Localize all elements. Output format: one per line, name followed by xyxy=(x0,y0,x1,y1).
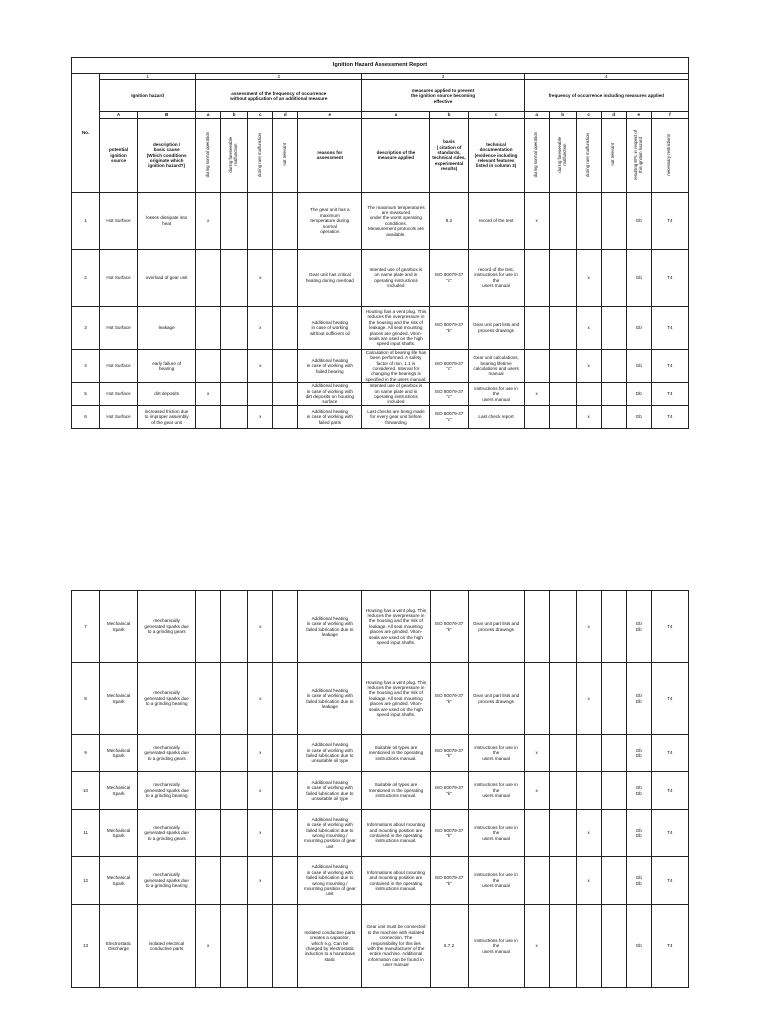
reason-cell: Isolated conductive parts creates a capacitor, which e.g. Can be charged by electrostatic induction to a hazardous static xyxy=(298,905,362,988)
epl-cell: Gb xyxy=(626,349,651,382)
ignition-source-cell: Mechanical Spark xyxy=(100,810,138,857)
group-title-final-frequency: frequency of occurrence including measures applied xyxy=(524,80,688,112)
letter-freq-a: a xyxy=(196,112,221,118)
header-final-normal: during normal operation xyxy=(524,118,549,192)
epl-cell: Gb xyxy=(626,905,651,988)
group-number-3: 3 xyxy=(362,74,524,80)
cause-cell: leakage xyxy=(138,306,196,349)
basis-cell: ISO 80079-37 "c" xyxy=(430,383,468,406)
final-normal-cell: x xyxy=(524,192,549,249)
letter-measures-a: a xyxy=(362,112,430,118)
measure-cell: Last checks are being made for every gear unit before forwarding xyxy=(362,405,430,428)
final-rare-cell: x xyxy=(576,810,601,857)
row-number: 1 xyxy=(72,192,100,249)
ignition-source-cell: Mechanical Spark xyxy=(100,663,138,735)
restrictions-cell: T4 xyxy=(651,591,688,663)
final-not-relevant-cell xyxy=(601,857,626,905)
epl-cell: Gb Db xyxy=(626,810,651,857)
documentation-cell: instructions for use in the users manual xyxy=(468,383,524,406)
table-row xyxy=(72,857,689,905)
header-freq-foreseeable: during foreseeable malfunction xyxy=(221,118,248,192)
documentation-cell: Gear unit part lists and process drawings xyxy=(468,306,524,349)
reason-cell: Additional heating in case of working with failed lubrication due to leakage xyxy=(298,591,362,663)
cause-cell: mechanically generated sparks due to a grinding gears xyxy=(138,735,196,772)
documentation-cell: Last check report xyxy=(468,405,524,428)
basis-cell: ISO 80079-37 "k" xyxy=(430,591,468,663)
restrictions-cell: T4 xyxy=(651,383,688,406)
letter-freq-d: d xyxy=(273,112,298,118)
epl-cell: Gb xyxy=(626,306,651,349)
documentation-cell: record of the test, instructions for use in the users manual xyxy=(468,249,524,306)
final-not-relevant-cell xyxy=(601,591,626,663)
final-foreseeable-cell xyxy=(549,772,576,810)
hazard-table-page-1 xyxy=(71,57,689,429)
freq-rare-cell: x xyxy=(248,591,273,663)
reason-cell: Additional heating in case of working with failed lubrication due to leakage xyxy=(298,663,362,735)
letter-freq-c: c xyxy=(248,112,273,118)
freq-rare-cell: x xyxy=(248,349,273,382)
final-rare-cell: x xyxy=(576,591,601,663)
epl-cell: Gb Db xyxy=(626,663,651,735)
restrictions-cell: T4 xyxy=(651,735,688,772)
table-body-page-1 xyxy=(72,192,689,428)
table-body-page-2 xyxy=(72,591,689,988)
header-freq-rare: during rare malfunction xyxy=(248,118,273,192)
table-row xyxy=(72,591,689,663)
final-normal-cell xyxy=(524,306,549,349)
cause-cell: overload of gear unit xyxy=(138,249,196,306)
final-normal-cell: x xyxy=(524,383,549,406)
final-rare-cell: x xyxy=(576,857,601,905)
reason-cell: Gear unit has critical heating during overload xyxy=(298,249,362,306)
final-rare-cell: x xyxy=(576,306,601,349)
basis-cell: ISO 80079-37 "c" xyxy=(430,249,468,306)
freq-not-relevant-cell xyxy=(273,772,298,810)
freq-normal-cell xyxy=(196,349,221,382)
measure-cell: Housing has a vent plug. This reduces the overpressure in the housing and the risk of leakage. All seal mounting places are grinded. Viton- seals are used on the high speed input shafts. xyxy=(362,306,430,349)
table-row xyxy=(72,383,689,406)
restrictions-cell: T4 xyxy=(651,192,688,249)
freq-foreseeable-cell xyxy=(221,663,248,735)
cause-cell: isolated electrical conductive parts xyxy=(138,905,196,988)
header-final-epl: resulting EPL in respect of this ignition hazard xyxy=(626,118,651,192)
row-number: 2 xyxy=(72,249,100,306)
ignition-source-cell: Mechanical Spark xyxy=(100,735,138,772)
final-foreseeable-cell xyxy=(549,591,576,663)
freq-rare-cell: x xyxy=(248,663,273,735)
freq-normal-cell xyxy=(196,306,221,349)
restrictions-cell: T4 xyxy=(651,663,688,735)
basis-cell: ISO 80079-37 "k" xyxy=(430,810,468,857)
ignition-source-cell: Hot Surface xyxy=(100,306,138,349)
freq-normal-cell: x xyxy=(196,905,221,988)
cause-cell: mechanically generated sparks due to a grinding gears xyxy=(138,591,196,663)
cause-cell: increased friction due to improper assembly of the gear unit xyxy=(138,405,196,428)
row-number: 7 xyxy=(72,591,100,663)
freq-rare-cell: x xyxy=(248,772,273,810)
final-rare-cell: x xyxy=(576,663,601,735)
letter-final-a: a xyxy=(524,112,549,118)
freq-normal-cell: x xyxy=(196,192,221,249)
letter-final-b: b xyxy=(549,112,576,118)
documentation-cell: instructions for use in the users manual xyxy=(468,735,524,772)
documentation-cell: record of the test xyxy=(468,192,524,249)
epl-cell: Gb Db xyxy=(626,857,651,905)
row-number: 13 xyxy=(72,905,100,988)
hazard-table-page-2 xyxy=(71,590,689,988)
final-rare-cell xyxy=(576,772,601,810)
cause-cell: mechanically generated sparks due to a grinding bearing xyxy=(138,857,196,905)
final-foreseeable-cell xyxy=(549,249,576,306)
measure-cell: Gear unit must be connected to the machine with isolated connection. The responsibility for this lies with the manufacturer of the entire machine. Additional information can be found in user manual xyxy=(362,905,430,988)
group-number-4: 4 xyxy=(524,74,688,80)
letter-final-c: c xyxy=(576,112,601,118)
freq-foreseeable-cell xyxy=(221,857,248,905)
row-number: 3 xyxy=(72,306,100,349)
letter-freq-e: e xyxy=(298,112,362,118)
epl-cell: Gb Db xyxy=(626,591,651,663)
freq-rare-cell xyxy=(248,905,273,988)
final-normal-cell xyxy=(524,249,549,306)
freq-foreseeable-cell xyxy=(221,905,248,988)
freq-not-relevant-cell xyxy=(273,306,298,349)
final-rare-cell: x xyxy=(576,405,601,428)
freq-foreseeable-cell xyxy=(221,772,248,810)
table-row xyxy=(72,306,689,349)
freq-not-relevant-cell xyxy=(273,663,298,735)
cause-cell: mechanically generated sparks due to a grinding bearing xyxy=(138,663,196,735)
restrictions-cell: T4 xyxy=(651,905,688,988)
freq-not-relevant-cell xyxy=(273,249,298,306)
row-number: 12 xyxy=(72,857,100,905)
documentation-cell: instructions for use in the users manual xyxy=(468,905,524,988)
final-not-relevant-cell xyxy=(601,249,626,306)
cause-cell: losses dissipate into heat xyxy=(138,192,196,249)
measure-cell: Intented use of gearbox is on name plate and in operating instructions included xyxy=(362,249,430,306)
group-title-ignition-hazard: Ignition hazard xyxy=(100,80,196,112)
freq-normal-cell xyxy=(196,772,221,810)
table-row xyxy=(72,810,689,857)
epl-cell: Gb Db xyxy=(626,735,651,772)
header-final-rare: during rare malfunction xyxy=(576,118,601,192)
final-not-relevant-cell xyxy=(601,306,626,349)
documentation-cell: instructions for use in the users manual xyxy=(468,772,524,810)
freq-foreseeable-cell xyxy=(221,810,248,857)
basis-cell: ISO 80079-37 "k" xyxy=(430,663,468,735)
table-row xyxy=(72,663,689,735)
final-foreseeable-cell xyxy=(549,306,576,349)
final-foreseeable-cell xyxy=(549,735,576,772)
freq-not-relevant-cell xyxy=(273,405,298,428)
restrictions-cell: T4 xyxy=(651,306,688,349)
freq-foreseeable-cell xyxy=(221,249,248,306)
measure-cell: Suitable oil types are mentioned in the operating instructions manual. xyxy=(362,772,430,810)
final-foreseeable-cell xyxy=(549,192,576,249)
ignition-source-cell: Hot Surface xyxy=(100,405,138,428)
final-normal-cell: x xyxy=(524,772,549,810)
freq-foreseeable-cell xyxy=(221,735,248,772)
freq-rare-cell: x xyxy=(248,405,273,428)
group-title-measures: measures applied to prevent the ignition source becoming effective xyxy=(362,80,524,112)
final-foreseeable-cell xyxy=(549,349,576,382)
freq-normal-cell xyxy=(196,663,221,735)
freq-rare-cell xyxy=(248,383,273,406)
documentation-cell: Gear unit part lists and process drawings xyxy=(468,591,524,663)
final-rare-cell: x xyxy=(576,349,601,382)
freq-normal-cell xyxy=(196,405,221,428)
freq-not-relevant-cell xyxy=(273,857,298,905)
cause-cell: mechanically generated sparks due to a grinding bearing xyxy=(138,772,196,810)
final-normal-cell xyxy=(524,591,549,663)
table-row xyxy=(72,905,689,988)
basis-cell: ISO 80079-37 "k" xyxy=(430,772,468,810)
ignition-source-cell: Hot Surface xyxy=(100,192,138,249)
header-technical-documentation: technical documentation (evidence including relevant features listed in column 3) xyxy=(468,118,524,192)
ignition-source-cell: Hot Surface xyxy=(100,249,138,306)
ignition-source-cell: Hot Surface xyxy=(100,349,138,382)
freq-foreseeable-cell xyxy=(221,383,248,406)
restrictions-cell: T4 xyxy=(651,857,688,905)
header-description-cause: description / basic cause (Which conditions originate which ignition hazard?) xyxy=(138,118,196,192)
freq-foreseeable-cell xyxy=(221,591,248,663)
final-normal-cell xyxy=(524,810,549,857)
epl-cell: Gb xyxy=(626,249,651,306)
report-title: Ignition Hazard Assessment Report xyxy=(72,58,689,74)
header-freq-not-relevant: not relevant xyxy=(273,118,298,192)
freq-normal-cell xyxy=(196,810,221,857)
freq-not-relevant-cell xyxy=(273,810,298,857)
final-foreseeable-cell xyxy=(549,405,576,428)
freq-foreseeable-cell xyxy=(221,192,248,249)
documentation-cell: instructions for use in the users manual xyxy=(468,857,524,905)
reason-cell: Additional heating in case of working with failed bearing xyxy=(298,349,362,382)
freq-rare-cell: x xyxy=(248,249,273,306)
freq-not-relevant-cell xyxy=(273,735,298,772)
documentation-cell: instructions for use in the users manual xyxy=(468,810,524,857)
final-normal-cell xyxy=(524,663,549,735)
freq-rare-cell: x xyxy=(248,735,273,772)
ignition-source-cell: Mechanical Spark xyxy=(100,591,138,663)
final-not-relevant-cell xyxy=(601,772,626,810)
final-not-relevant-cell xyxy=(601,192,626,249)
letter-final-e: e xyxy=(626,112,651,118)
letter-freq-b: b xyxy=(221,112,248,118)
cause-cell: mechanically generated sparks due to a grinding gears xyxy=(138,810,196,857)
epl-cell: Gb Db xyxy=(626,772,651,810)
freq-normal-cell xyxy=(196,735,221,772)
cause-cell: early failure of bearing xyxy=(138,349,196,382)
measure-cell: Suitable oil types are mentioned in the operating instructions manual. xyxy=(362,735,430,772)
final-foreseeable-cell xyxy=(549,663,576,735)
group-title-frequency: assessment of the frequency of occurrence without application of an additional measure xyxy=(196,80,362,112)
letter-final-f: f xyxy=(651,112,688,118)
basis-cell: ISO 80079-37 "k" xyxy=(430,306,468,349)
freq-not-relevant-cell xyxy=(273,192,298,249)
basis-cell: ISO 80079-37 "k" xyxy=(430,735,468,772)
restrictions-cell: T4 xyxy=(651,349,688,382)
header-measure-description: description of the measure applied xyxy=(362,118,430,192)
measure-cell: Informations about mounting and mounting position are contained in the operating instructions manual. xyxy=(362,857,430,905)
header-final-foreseeable: during foreseeable malfunction xyxy=(549,118,576,192)
documentation-cell: Gear unit part lists and process drawings xyxy=(468,663,524,735)
restrictions-cell: T4 xyxy=(651,249,688,306)
header-basis: basis ( citation of standards, technical rules, experimental results) xyxy=(430,118,468,192)
measure-cell: The maximum temperatures are measured under the worst operating conditions. Measurement protocols are available. xyxy=(362,192,430,249)
final-normal-cell xyxy=(524,349,549,382)
freq-not-relevant-cell xyxy=(273,905,298,988)
letter-A: A xyxy=(100,112,138,118)
final-not-relevant-cell xyxy=(601,905,626,988)
restrictions-cell: T4 xyxy=(651,772,688,810)
measure-cell: Intented use of gearbox is on name plate and in operating instructions included xyxy=(362,383,430,406)
freq-normal-cell xyxy=(196,857,221,905)
epl-cell: Gb xyxy=(626,405,651,428)
basis-cell: ISO 80079-37 "c" xyxy=(430,349,468,382)
freq-normal-cell xyxy=(196,591,221,663)
row-number: 9 xyxy=(72,735,100,772)
epl-cell: Db xyxy=(626,383,651,406)
reason-cell: Additional heating in case of working with failed parts xyxy=(298,405,362,428)
final-rare-cell xyxy=(576,735,601,772)
basis-cell: 8.2 xyxy=(430,192,468,249)
restrictions-cell: T4 xyxy=(651,405,688,428)
final-foreseeable-cell xyxy=(549,857,576,905)
measure-cell: Housing has a vent plug. This reduces the overpressure in the housing and the risk of leakage. All seal mounting places are grinded. Viton- seals are used on the high speed input shafts. xyxy=(362,591,430,663)
final-not-relevant-cell xyxy=(601,810,626,857)
basis-cell: ISO 80079-37 "c" xyxy=(430,405,468,428)
final-rare-cell xyxy=(576,383,601,406)
reason-cell: Additional heating in case of working with failed lubrication due to wrong mounting / mounting position of gear unit xyxy=(298,857,362,905)
restrictions-cell: T4 xyxy=(651,810,688,857)
cause-cell: dirt deposits xyxy=(138,383,196,406)
final-not-relevant-cell xyxy=(601,349,626,382)
no-column-header: No. xyxy=(72,74,100,193)
group-number-1: 1 xyxy=(100,74,196,80)
final-rare-cell xyxy=(576,905,601,988)
freq-rare-cell: x xyxy=(248,810,273,857)
table-row xyxy=(72,405,689,428)
freq-rare-cell xyxy=(248,192,273,249)
final-not-relevant-cell xyxy=(601,735,626,772)
final-not-relevant-cell xyxy=(601,405,626,428)
row-number: 8 xyxy=(72,663,100,735)
measure-cell: Calculation of bearing life has been performed. A safety factor of min. 1.1 is considered. Interval for changing the bearings is specified in the users manual. xyxy=(362,349,430,382)
final-normal-cell xyxy=(524,857,549,905)
reason-cell: The gear unit has a maximum temperature during normal operation xyxy=(298,192,362,249)
ignition-source-cell: Mechanical Spark xyxy=(100,772,138,810)
final-rare-cell xyxy=(576,192,601,249)
freq-not-relevant-cell xyxy=(273,383,298,406)
reason-cell: Additional heating in case of working with failed lubrication due to wrong mounting / mounting position of gear unit xyxy=(298,810,362,857)
header-final-restrictions: necessary restrictions xyxy=(651,118,688,192)
final-rare-cell: x xyxy=(576,249,601,306)
ignition-source-cell: Mechanical Spark xyxy=(100,857,138,905)
letter-measures-c: c xyxy=(468,112,524,118)
ignition-source-cell: Hot Surface xyxy=(100,383,138,406)
freq-not-relevant-cell xyxy=(273,591,298,663)
row-number: 6 xyxy=(72,405,100,428)
row-number: 4 xyxy=(72,349,100,382)
epl-cell: Gb xyxy=(626,192,651,249)
reason-cell: Additional heating in case of working without sufficient oil xyxy=(298,306,362,349)
row-number: 10 xyxy=(72,772,100,810)
freq-foreseeable-cell xyxy=(221,306,248,349)
table-header xyxy=(72,58,689,193)
reason-cell: Additional heating in case of working with dirt deposits on housing surface xyxy=(298,383,362,406)
freq-rare-cell: x xyxy=(248,857,273,905)
table-row xyxy=(72,735,689,772)
freq-foreseeable-cell xyxy=(221,349,248,382)
header-final-not-relevant: not relevant xyxy=(601,118,626,192)
header-freq-normal: during normal operation xyxy=(196,118,221,192)
letter-measures-b: b xyxy=(430,112,468,118)
header-ignition-source: potential ignition source xyxy=(100,118,138,192)
final-normal-cell: x xyxy=(524,735,549,772)
table-row xyxy=(72,349,689,382)
final-not-relevant-cell xyxy=(601,383,626,406)
measure-cell: Housing has a vent plug. This reduces the overpressure in the housing and the risk of leakage. All seal mounting places are grinded. Viton- seals are used on the high speed input shafts. xyxy=(362,663,430,735)
final-foreseeable-cell xyxy=(549,383,576,406)
header-reasons: reasons for assessment xyxy=(298,118,362,192)
row-number: 11 xyxy=(72,810,100,857)
basis-cell: ISO 80079-37 "k" xyxy=(430,857,468,905)
table-row xyxy=(72,192,689,249)
basis-cell: 6.7.2 xyxy=(430,905,468,988)
measure-cell: Informations about mounting and mounting position are contained in the operating instructions manual. xyxy=(362,810,430,857)
letter-final-d: d xyxy=(601,112,626,118)
reason-cell: Additional heating in case of working with failed lubrication due to unsuitable oil type xyxy=(298,772,362,810)
letter-B: B xyxy=(138,112,196,118)
freq-normal-cell: x xyxy=(196,383,221,406)
group-number-2: 2 xyxy=(196,74,362,80)
freq-foreseeable-cell xyxy=(221,405,248,428)
final-normal-cell: x xyxy=(524,905,549,988)
freq-not-relevant-cell xyxy=(273,349,298,382)
freq-normal-cell xyxy=(196,249,221,306)
freq-rare-cell: x xyxy=(248,306,273,349)
final-foreseeable-cell xyxy=(549,905,576,988)
final-not-relevant-cell xyxy=(601,663,626,735)
documentation-cell: Gear unit calculations, bearing lifetime calculations and users manual xyxy=(468,349,524,382)
table-row xyxy=(72,249,689,306)
table-row xyxy=(72,772,689,810)
final-foreseeable-cell xyxy=(549,810,576,857)
row-number: 5 xyxy=(72,383,100,406)
final-normal-cell xyxy=(524,405,549,428)
ignition-source-cell: Electrostatic Discharge xyxy=(100,905,138,988)
reason-cell: Additional heating in case of working with failed lubrication due to unsuitable oil type xyxy=(298,735,362,772)
